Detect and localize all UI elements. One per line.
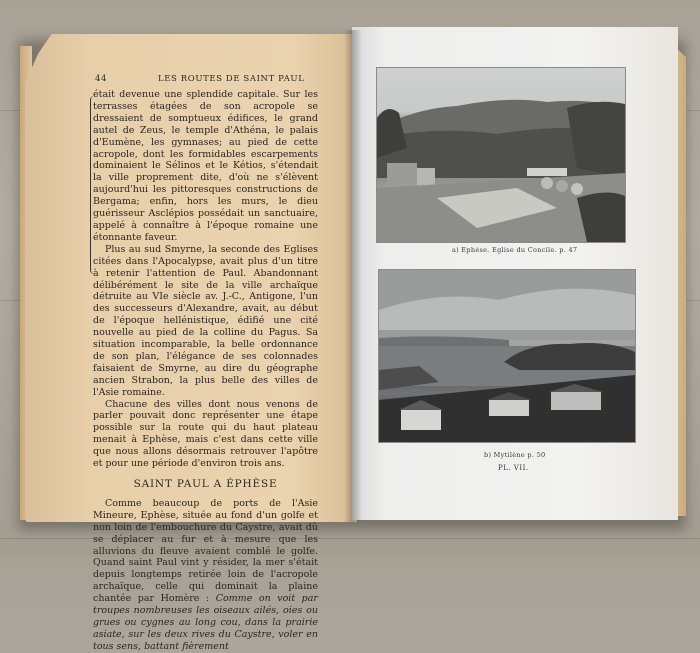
paragraph: était devenue une splendide capitale. Sur les terrasses étagées de son acropole se dressaient de somptueux édifices, le grand autel de Zeus, le temple d'Athéna, le palais d'Eumène, les gymnases; au pied de cette acropole, dont les formidables escarpements dominaient le Sélinos et le Kétios, s'étendait la ville proprement dite, d'où ne s'élèvent aujourd'hui les pittoresques constructions de Bergama; enfin, hors les murs, le dieu guérisseur Asclépios possédait un sanctuaire, appelé à connaître à l'époque romaine une étonnante faveur. bbox=[93, 89, 318, 243]
paragraph-text: Comme beaucoup de ports de l'Asie Mineure, Ephèse, située au fond d'un golfe et non loin de l'embouchure du Caystre, avait dû se déplacer au fur et à mesure que les alluvions du fleuve avaient comblé le golfe. Quand saint Paul vint y résider, la mer s'était depuis longtemps retirée loin de l'acropole archaïque, celle qui dominait la plaine chantée par Homère : bbox=[93, 497, 318, 605]
paragraph: Plus au sud Smyrne, la seconde des Eglises citées dans l'Apocalypse, avait plus d'un titre à retenir l'attention de Paul. Abandonnant délibérément le site de la ville archaïque détruite au VIe siècle av. J.-C., Antigone, l'un des successeurs d'Alexandre, avait, au début de l'époque hellénistique, édifié une cité nouvelle au pied de la colline du Pagus. Sa situation incomparable, la belle ordonnance de son plan, l'élégance de ses colonnades faisaient de Smyrne, au dire du géographe ancien Strabon, la plus belle des villes de l'Asie romaine. bbox=[93, 243, 318, 398]
left-page-text bbox=[93, 89, 318, 653]
photo-ephesus-church bbox=[376, 67, 626, 243]
page-number: 44 bbox=[95, 74, 108, 84]
section-heading: SAINT PAUL A ÉPHÈSE bbox=[133, 478, 278, 490]
italic-quote: Comme on voit par troupes nombreuses les oiseaux ailés, oies ou grues ou cygnes au long cou, dans la prairie asiate, sur les deux rives du Caystre, voler en tous sens, battant fièrement bbox=[93, 593, 318, 652]
paragraph-with-quote bbox=[93, 498, 318, 653]
running-title: LES ROUTES DE SAINT PAUL bbox=[158, 74, 305, 84]
book-gutter bbox=[344, 30, 362, 522]
photo-caption-bottom: b) Mytilène p. 50 bbox=[484, 451, 546, 459]
photo-mytilene bbox=[378, 269, 636, 443]
photo-caption-top: a) Ephèse. Eglise du Concile. p. 47 bbox=[452, 246, 578, 254]
plate-label: PL. VII. bbox=[498, 464, 529, 472]
paragraph: Chacune des villes dont nous venons de parler pouvait donc représenter une étape possible sur la route qui du haut plateau menait à Ephèse, mais c'est dans cette ville que nous allons désormais retrouver l'apôtre et pour une période d'environ trois ans. bbox=[93, 398, 318, 470]
